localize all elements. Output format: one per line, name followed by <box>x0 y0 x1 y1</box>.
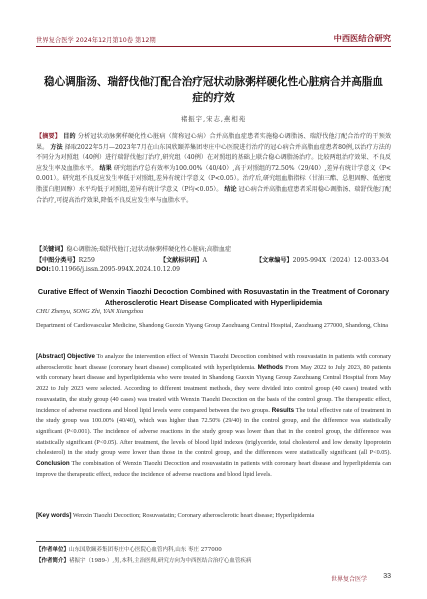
authors-cn: 褚振宇,宋志,燕相苑 <box>180 115 247 123</box>
column-title: 中西医结合研究 <box>333 33 391 43</box>
abstract-cn-methods-label: 方法 <box>50 143 63 151</box>
abstract-cn-results-label: 结果 <box>99 164 112 172</box>
article-id-label: 【文章编号】 <box>256 257 293 264</box>
abstract-en-conclusion-label: Conclusion <box>36 460 70 468</box>
abstract-en-conclusion: The combination of Wenxin Tiaozhi Decoction and rosuvastatin in patients with coronary heart disease and hyperlipidemia can improve the therapeutic effect, reduce the incidence of adverse reactions and blood lipid levels. <box>36 460 391 478</box>
abstract-en-methods: From May 2022 to July 2023, 80 patients with coronary heart disease and hyperlipidemia who were treated in Shandong Guoxin Yiyang Group Zaozhuang Central Hospital from May 2022 to July 2023 were selected. According to different treatment methods, they were divided into control group (40 cases) treated with rosuvastatin, the study group (40 cases) was treated with Wenxin Tiaozhi Decoction on the basis of the control group. The therapeutic effect, incidence of adverse reactions and blood lipid levels were compared between the two groups. <box>36 363 392 414</box>
footnote-affiliation-text: 山东国欣颐养集团枣庄中心医院心血管内科,山东 枣庄 277000 <box>69 547 222 553</box>
header-divider <box>36 46 391 47</box>
abstract-en-results-label: Results <box>271 406 295 414</box>
footnote-author-text: 褚振宇（1989-）,男,本科,主治医师,研究方向为中西医结合治疗心血管疾病 <box>69 558 252 564</box>
keywords-en-label: [Key words] <box>36 512 72 519</box>
abstract-en-results: The total effective rate of treatment in the study group was 100.00% (40/40), which was higher than 72.50% (29/40) in the control group, and the difference was statistically significant (P<0.001). The incidence of adverse reactions in the study group was lower than that in the control group, the difference was statistically significant (P<0.05). After treatment, the levels of blood lipid indexes (triglyceride, total cholesterol and low density lipoprotein cholesterol) in the study group were lower than those in the control group, and the differences were statistically significant (all P<0.05). <box>36 406 392 457</box>
affiliation-en: Department of Cardiovascular Medicine, Shandong Guoxin Yiyang Group Zaozhuang Central Hospital, Zaozhuang 277000, Shandong, China <box>36 322 389 329</box>
abstract-cn-objective-label: 目的 <box>63 133 76 140</box>
keywords-en-text: Wenxin Tiaozhi Decoction; Rosuvastatin; Coronary atherosclerotic heart disease; Hyperlipidemia <box>72 512 315 519</box>
footnote-author-label: 【作者简介】 <box>36 558 70 564</box>
abstract-cn <box>36 132 391 206</box>
abstract-cn-results: 研究组治疗总有效率为100.00%（40/40）,高于对照组的72.50%（29/40）,差异有统计学意义（P<0.001）。研究组不良反应发生率低于对照组,差异有统计学意义（P<0.05）。治疗后,研究组血脂指标（甘油三酯、总胆固醇、低密度脂蛋白胆固醇）水平均低于对照组,差异有统计学意义（P均<0.05）。 <box>36 164 392 193</box>
abstract-en <box>36 352 391 480</box>
doi-value[interactable]: 10.11966/j.issn.2095-994X.2024.10.12.09 <box>50 266 181 273</box>
page-number: 33 <box>383 573 391 580</box>
article-id-value: 2095-994X（2024）12-0033-04 <box>292 257 389 264</box>
keywords-cn-text: 稳心调脂汤;瑞舒伐他汀;冠状动脉粥样硬化性心脏病;高脂血症 <box>66 246 232 253</box>
footer-journal-name: 世界复合医学 <box>330 576 367 583</box>
footnote-divider <box>36 541 156 542</box>
abstract-en-objective-label: Objective <box>67 353 95 360</box>
footnote-affiliation-label: 【作者单位】 <box>36 547 70 553</box>
abstract-cn-label: 【摘要】 <box>36 133 62 140</box>
clc-value: R259 <box>78 257 95 264</box>
authors-en: CHU Zhenyu, SONG Zhi, YAN Xiangzhou <box>36 308 144 315</box>
abstract-cn-methods: 择取2022年5月—2023年7月在山东国欣颐养集团枣庄中心医院进行治疗的冠心病合并高脂血症患者80例,以治疗方法的不同分为对照组（40例）进行瑞舒伐他汀治疗,研究组（40例）在对照组的基础上联合稳心调脂汤治疗。比较两组治疗效果、不良反应发生率及血脂水平。 <box>36 143 392 172</box>
footnote-author-bio <box>36 556 251 564</box>
keywords-cn-label: 【关键词】 <box>36 246 67 253</box>
clc-label: 【中图分类号】 <box>36 257 79 264</box>
article-title-en: Curative Effect of Wenxin Tiaozhi Decoction Combined with Rosuvastatin in the Treatment of Coronary Atherosclerotic Heart Disease Complicated with Hyperlipidemia <box>37 287 390 307</box>
doi-label: DOI: <box>36 266 51 273</box>
keywords-en <box>36 511 391 522</box>
journal-issue-header: 世界复合医学 2024年12月第10卷 第12期 <box>36 37 156 44</box>
abstract-cn-objective: 分析冠状动脉粥样硬化性心脏病（简称冠心病）合并高脂血症患者实施稳心调脂汤、瑞舒伐他汀配合治疗的干预效果。 <box>36 133 392 151</box>
abstract-en-objective: To analyze the intervention effect of Wenxin Tiaozhi Decoction combined with rosuvastatin in patients with coronary atherosclerotic heart disease (coronary heart disease) complicated with hyperlipidemia. <box>36 353 392 371</box>
keywords-cn <box>36 244 231 253</box>
abstract-cn-conclusion-label: 结论 <box>224 185 237 193</box>
abstract-en-methods-label: Methods <box>257 363 284 371</box>
doi-line <box>36 266 180 273</box>
classification-line <box>36 255 389 264</box>
abstract-cn-conclusion: 冠心病合并高脂血症患者采用稳心调脂汤、瑞舒伐他汀配合治疗,可提高治疗效果,降低不良反应发生率与血脂水平。 <box>36 185 392 204</box>
doc-code-label: 【文献标识码】 <box>160 257 203 264</box>
doc-code-value: A <box>202 257 208 264</box>
article-title-cn: 稳心调脂汤、瑞舒伐他汀配合治疗冠状动脉粥样硬化性心脏病合并高脂血症的疗效 <box>44 76 383 104</box>
abstract-en-label: [Abstract] <box>36 353 66 360</box>
footnote-affiliation <box>36 545 222 553</box>
